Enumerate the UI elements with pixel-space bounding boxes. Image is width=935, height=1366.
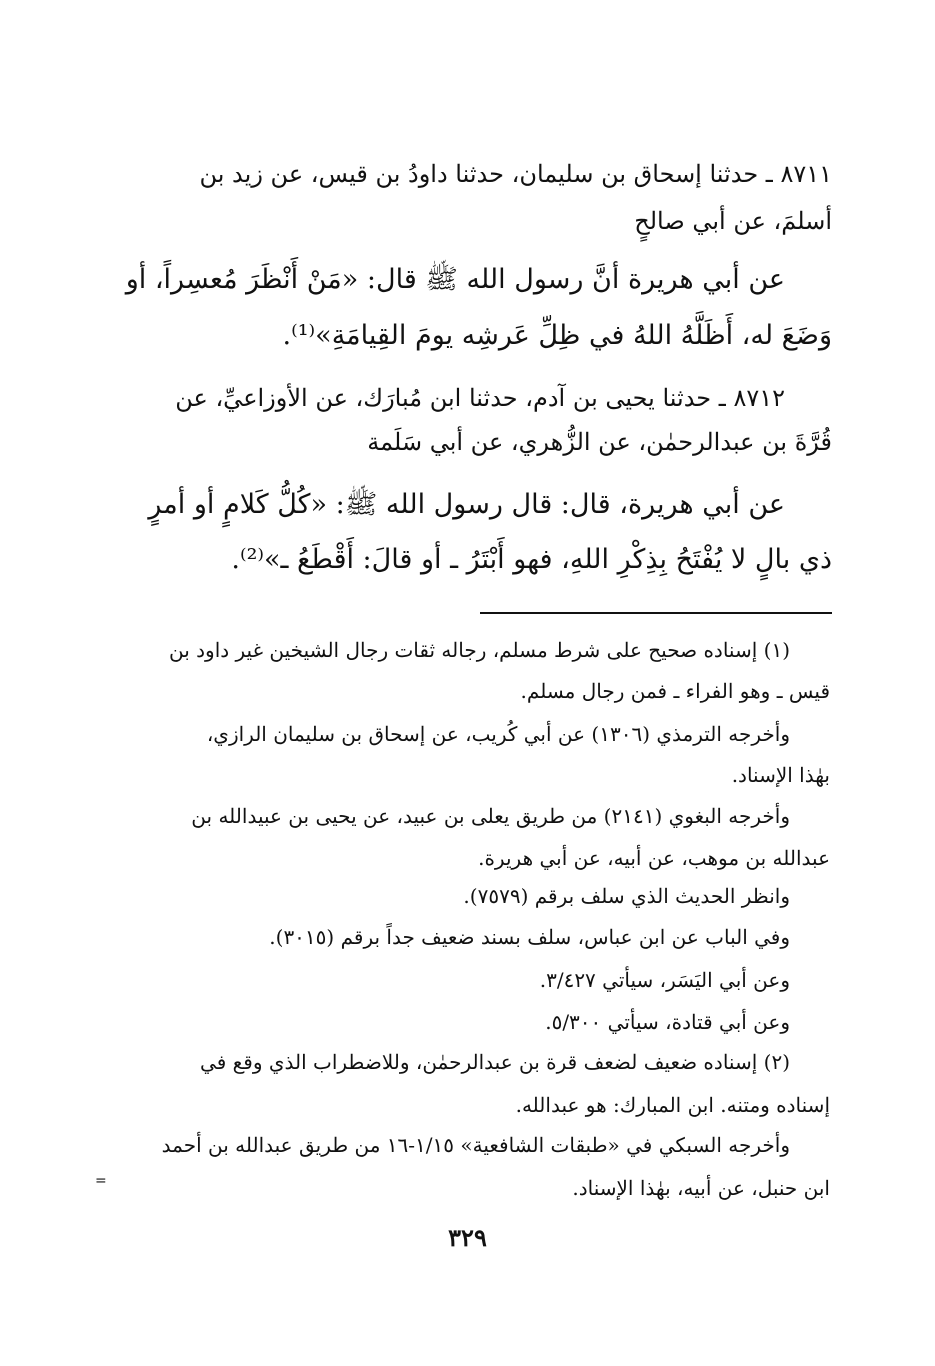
footnote-1-line-6: عبدالله بن موهب، عن أبيه، عن أبي هريرة.: [478, 846, 830, 870]
hadith-8712-text-line-2: ذي بالٍ لا يُفْتَحُ بِذِكْرِ اللهِ، فهو أَبْتَرُ ـ أو قالَ: أَقْطَعُ ـ»⁽²⁾.: [231, 544, 832, 575]
hadith-8712-isnad-line-2: قُرَّةَ بن عبدالرحمٰن، عن الزُّهري، عن أبي سَلَمة: [367, 428, 832, 456]
footnote-1-line-10: وعن أبي قتادة، سيأتي ٥/٣٠٠.: [545, 1010, 790, 1034]
footnote-divider: [480, 612, 832, 614]
footnote-2-line-4: ابن حنبل، عن أبيه، بهٰذا الإسناد.: [572, 1176, 830, 1200]
hadith-8711-isnad-line-1: ٨٧١١ ـ حدثنا إسحاق بن سليمان، حدثنا داودُ بن قيس، عن زيد بن: [199, 160, 832, 188]
footnote-1-line-7: وانظر الحديث الذي سلف برقم (٧٥٧٩).: [463, 884, 790, 908]
page-number: ٣٢٩: [448, 1223, 487, 1252]
footnote-2-line-3: وأخرجه السبكي في «طبقات الشافعية» ١/١٥-١٦ من طريق عبدالله بن أحمد: [161, 1133, 790, 1157]
footnote-2-line-2: إسناده ومتنه. ابن المبارك: هو عبدالله.: [515, 1093, 830, 1117]
hadith-8711-text-line-1: عن أبي هريرة أنَّ رسول الله ﷺ قال: «مَنْ أَنْظَرَ مُعسِراً، أو: [125, 264, 785, 295]
hadith-8712-text-line-1: عن أبي هريرة، قال: قال رسول الله ﷺ: «كُلُّ كَلامٍ أو أمرٍ: [148, 489, 785, 520]
footnote-1-line-4: بهٰذا الإسناد.: [731, 763, 830, 787]
footnote-1-line-8: وفي الباب عن ابن عباس، سلف بسند ضعيف جداً برقم (٣٠١٥).: [269, 925, 790, 949]
hadith-8711-isnad-line-2: أسلمَ، عن أبي صالحٍ: [634, 207, 832, 235]
hadith-8712-isnad-line-1: ٨٧١٢ ـ حدثنا يحيى بن آدم، حدثنا ابن مُبارَك، عن الأوزاعيِّ، عن: [175, 384, 785, 412]
margin-continuation-mark: =: [95, 1173, 107, 1189]
footnote-1-line-9: وعن أبي اليَسَر، سيأتي ٣/٤٢٧.: [539, 968, 790, 992]
footnote-1-line-5: وأخرجه البغوي (٢١٤١) من طريق يعلى بن عبيد، عن يحيى بن عبيدالله بن: [191, 804, 790, 828]
footnote-1-line-2: قيس ـ وهو الفراء ـ فمن رجال مسلم.: [520, 679, 830, 703]
footnote-1-line-3: وأخرجه الترمذي (١٣٠٦) عن أبي كُريب، عن إسحاق بن سليمان الرازي،: [206, 722, 790, 746]
footnote-2-line-1: (٢) إسناده ضعيف لضعف قرة بن عبدالرحمٰن، وللاضطراب الذي وقع في: [200, 1050, 790, 1074]
footnote-1-line-1: (١) إسناده صحيح على شرط مسلم، رجاله ثقات رجال الشيخين غير داود بن: [168, 638, 790, 662]
hadith-8711-text-line-2: وَضَعَ له، أَظَلَّهُ اللهُ في ظِلِّ عَرشِه يومَ القِيامَةِ»⁽¹⁾.: [282, 320, 832, 351]
